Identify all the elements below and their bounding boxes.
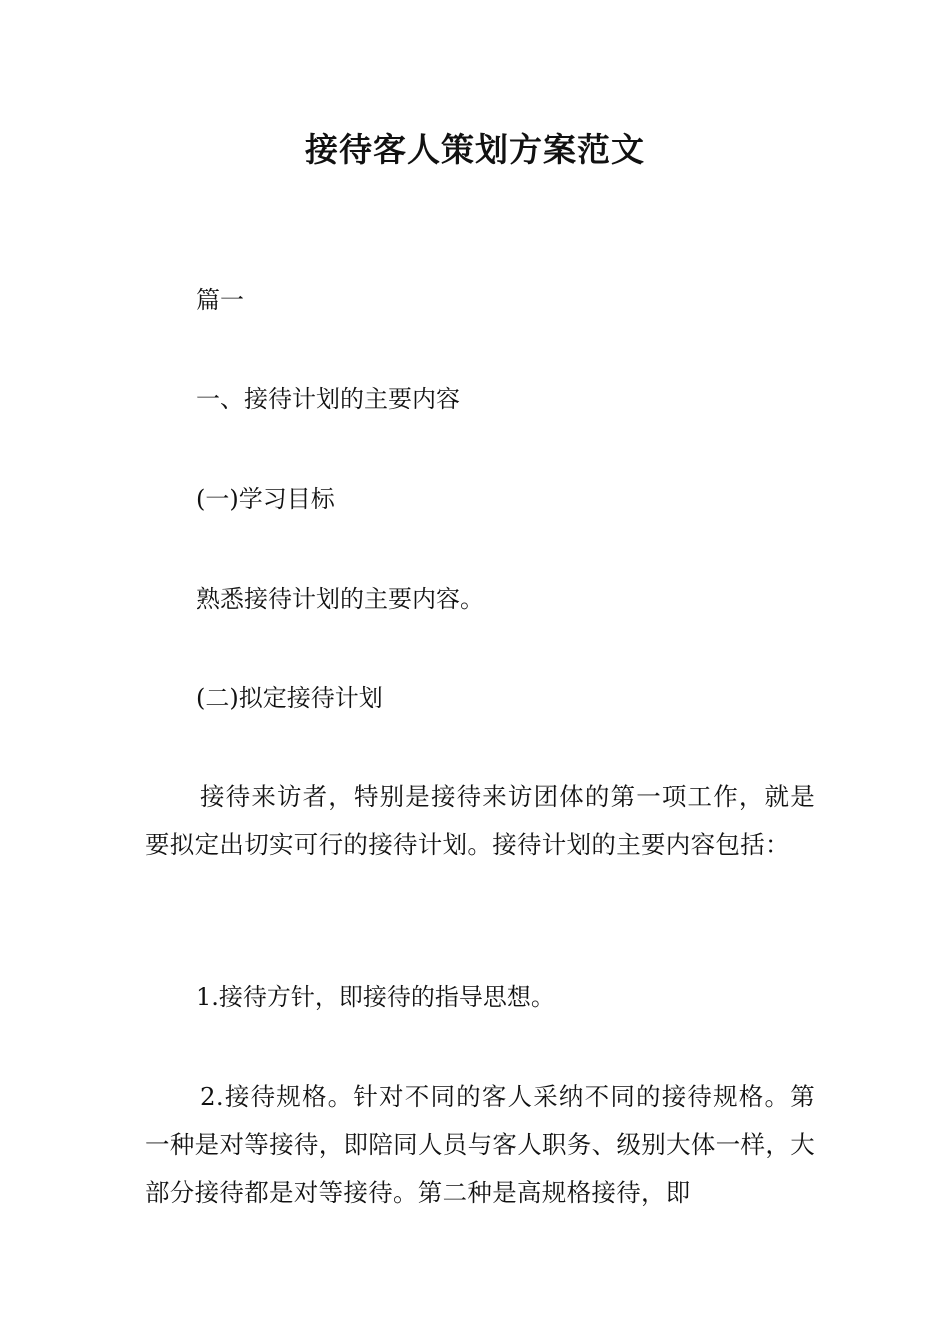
section-label: 篇一: [196, 286, 244, 314]
paragraph-reception-spec: 2.接待规格。针对不同的客人采纳不同的接待规格。第一种是对等接待，即陪同人员与客人职务、级别大体一样，大部分接待都是对等接待。第二种是高规格接待，即: [145, 1082, 815, 1207]
paragraph-plan-intro: 接待来访者，特别是接待来访团体的第一项工作，就是要拟定出切实可行的接待计划。接待计划的主要内容包括：: [145, 782, 815, 859]
text-line-familiarize: 熟悉接待计划的主要内容。: [196, 585, 484, 613]
heading-main-content: 一、接待计划的主要内容: [196, 385, 460, 413]
document-title: 接待客人策划方案范文: [305, 130, 645, 169]
subheading-draft-plan: (二)拟定接待计划: [196, 684, 383, 712]
subheading-learning-goal: (一)学习目标: [196, 485, 335, 513]
list-item-guideline: 1.接待方针，即接待的指导思想。: [196, 983, 555, 1011]
